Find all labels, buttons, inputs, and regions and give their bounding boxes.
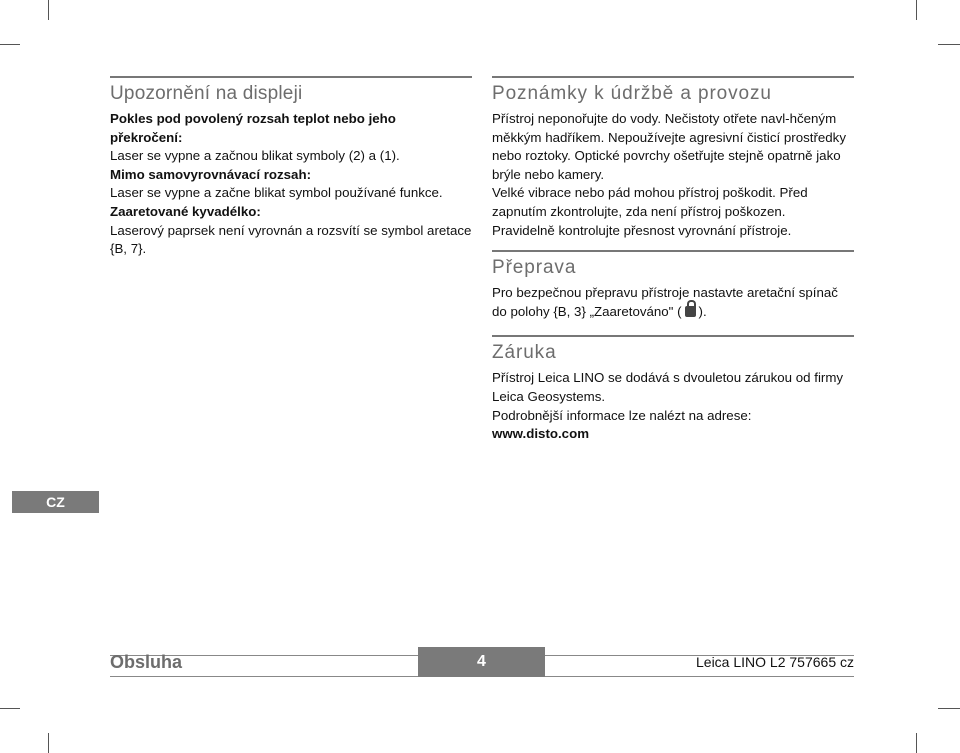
- right-column: [492, 76, 854, 444]
- section-rule: [110, 76, 472, 78]
- crop-mark: [0, 708, 20, 709]
- transport-section: [492, 250, 854, 321]
- language-tab: CZ: [12, 491, 99, 513]
- warranty-url[interactable]: www.disto.com: [492, 426, 590, 442]
- warning-text: Laser se vypne a začne blikat symbol používané funkce.: [110, 185, 443, 201]
- footer-product-code: Leica LINO L2 757665 cz: [696, 654, 854, 670]
- section-heading: Poznámky k údržbě a provozu: [492, 83, 772, 104]
- transport-text: [492, 284, 854, 321]
- crop-mark: [938, 708, 960, 709]
- crop-mark: [938, 44, 960, 45]
- crop-mark: [0, 44, 20, 45]
- section-rule: [492, 76, 854, 78]
- section-heading: Přeprava: [492, 257, 577, 279]
- crop-mark: [916, 0, 917, 20]
- crop-mark: [48, 0, 49, 20]
- display-warnings-section: [110, 76, 472, 259]
- warranty-paragraph: Přístroj Leica LINO se dodává s dvouletou zárukou od firmy Leica Geosystems.: [492, 370, 844, 404]
- section-rule: [492, 335, 854, 337]
- spacer: [492, 240, 854, 250]
- maintenance-section: [492, 76, 854, 240]
- warning-title: Pokles pod povolený rozsah teplot nebo jeho překročení:: [110, 111, 396, 145]
- crop-mark: [48, 733, 49, 753]
- warning-title: Mimo samovyrovnávací rozsah:: [110, 166, 312, 182]
- warning-text: Laserový paprsek není vyrovnán a rozsvítí se symbol aretace {B, 7}.: [110, 222, 472, 257]
- maintenance-paragraph: Přístroj neponořujte do vody. Nečistoty otřete navl-hčeným měkkým hadříkem. Nepoužívejte agresivní čisticí prostředky nebo roztoky. Optické povrchy ošetřujte stejně opatrně jako brýle nebo kamery.: [492, 111, 846, 182]
- warranty-section: [492, 335, 854, 443]
- lock-icon: [685, 306, 696, 317]
- section-heading: Záruka: [492, 342, 557, 364]
- transport-text-end: ).: [698, 303, 707, 319]
- warning-title: Zaaretované kyvadélko:: [110, 203, 261, 219]
- section-heading: Upozornění na displeji: [110, 83, 303, 104]
- footer-section-title: Obsluha: [110, 652, 183, 672]
- crop-mark: [916, 733, 917, 753]
- transport-text-start: Pro bezpečnou přepravu přístroje nastavte aretační spínač do polohy {B, 3} „Zaaretováno" (: [492, 285, 838, 319]
- maintenance-paragraph: Pravidelně kontrolujte přesnost vyrovnání přístroje.: [492, 222, 792, 238]
- spacer: [492, 321, 854, 335]
- warning-text: Laser se vypne a začnou blikat symboly (2) a (1).: [110, 148, 400, 164]
- warranty-paragraph: Podrobnější informace lze nalézt na adrese:: [492, 407, 752, 423]
- page-number: 4: [418, 647, 545, 677]
- section-rule: [492, 250, 854, 252]
- maintenance-paragraph: Velké vibrace nebo pád mohou přístroj poškodit. Před zapnutím zkontrolujte, zda není přístroj poškozen.: [492, 185, 808, 219]
